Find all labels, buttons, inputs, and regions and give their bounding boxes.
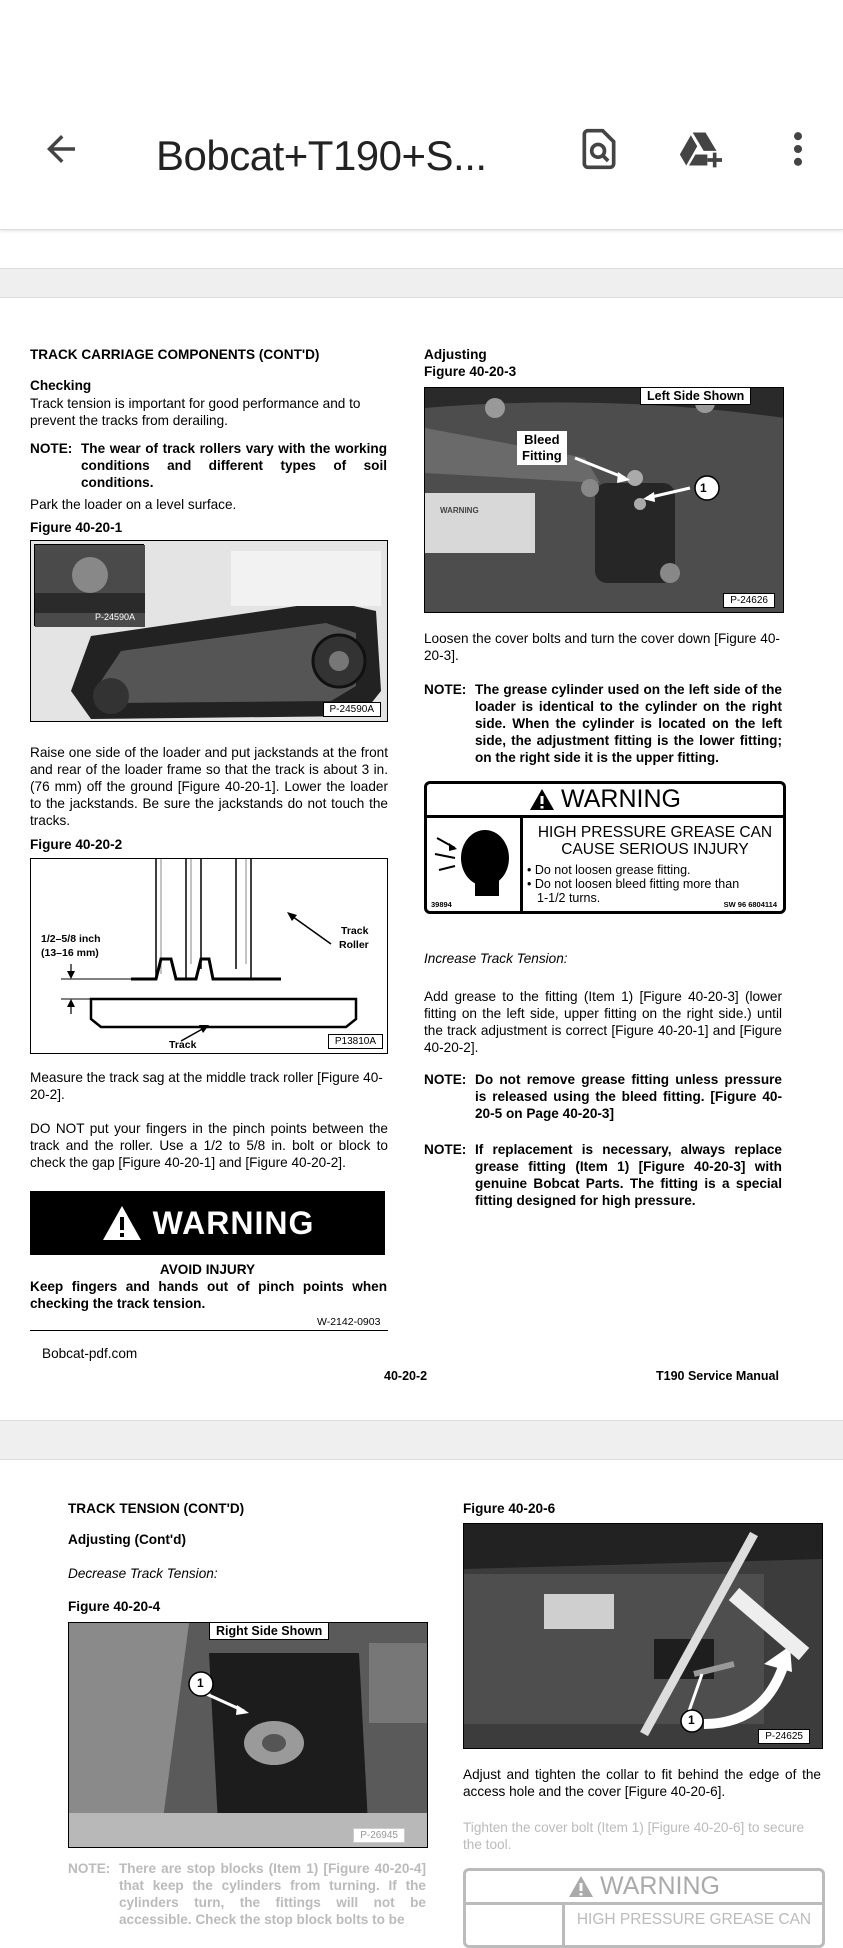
- warning-title: WARNING: [152, 1204, 315, 1241]
- warning-title: WARNING: [561, 785, 681, 813]
- item-callout: 1: [688, 1713, 695, 1727]
- paragraph: DO NOT put your fingers in the pinch points between the track and the roller. Use a 1/2 to 5/8 in. bolt or block to check the gap [Figure 40-20-1] and [Figure 40-20-2].: [30, 1121, 388, 1170]
- figure-tag: P-24625: [758, 1729, 810, 1744]
- subheading-increase: Increase Track Tension:: [424, 951, 568, 966]
- figure-40-20-1: [30, 540, 388, 722]
- figure-tag: P13810A: [328, 1034, 383, 1049]
- track-label: Track: [169, 1039, 197, 1051]
- find-in-page-icon[interactable]: [577, 127, 621, 171]
- subheading: Adjusting (Cont'd): [68, 1532, 186, 1547]
- inset-tag: P-24590A: [94, 612, 135, 622]
- note-text: The grease cylinder used on the left side of the loader is identical to the cylinder on the right side. When the cylinder is located on the left side, the adjustment fitting is the lower fitting; on the right side it is the upper fitting.: [475, 682, 782, 765]
- decal-code: SW 96 6804114: [723, 900, 777, 909]
- section-heading: TRACK CARRIAGE COMPONENTS (CONT'D): [30, 347, 320, 362]
- subheading-adjusting: Adjusting: [424, 347, 487, 362]
- pdf-page-1[interactable]: [0, 298, 843, 1420]
- figure-40-20-2: [30, 858, 388, 1054]
- subheading-checking: Checking: [30, 378, 92, 393]
- warning-triangle-icon: [101, 1204, 143, 1242]
- note-text: There are stop blocks (Item 1) [Figure 40-20-4] that keep the cylinders from turning. If the cylinders turn, the fittings will not be accessible. Check the stop block bolts to be: [119, 1861, 426, 1927]
- document-title: Bobcat+T190+S...: [156, 132, 487, 179]
- stop-block-photo: [69, 1623, 428, 1848]
- tool-collar-photo: [464, 1524, 823, 1749]
- warning-decal: [463, 1868, 825, 1948]
- dimension-metric: (13–16 mm): [41, 947, 99, 959]
- paragraph: Loosen the cover bolts and turn the cover down [Figure 40-20-3].: [424, 631, 780, 663]
- page-number: 40-20-2: [384, 1369, 428, 1383]
- warning-banner: [30, 1191, 385, 1255]
- figure-tag: P-24590A: [323, 702, 381, 717]
- page-gap: [0, 1420, 843, 1460]
- note-text: If replacement is necessary, always replace grease fitting (Item 1) [Figure 40-20-3] with genuine Bobcat Parts. The fitting is a special fitting designed for high pressure.: [475, 1142, 782, 1208]
- side-shown-label: Right Side Shown: [209, 1622, 329, 1640]
- warning-header: [466, 1871, 822, 1905]
- note-label: NOTE:: [30, 441, 73, 456]
- dimension-label: 1/2–5/8 inch: [41, 933, 101, 945]
- figure-label: Figure 40-20-1: [30, 520, 123, 535]
- warning-triangle-icon: [568, 1875, 594, 1898]
- warning-header: [427, 784, 783, 818]
- figure-label: Figure 40-20-3: [424, 364, 517, 379]
- track-roller-label-2: Roller: [339, 939, 369, 951]
- figure-label: Figure 40-20-6: [463, 1501, 556, 1516]
- figure-40-20-3: [424, 387, 784, 613]
- paragraph: Add grease to the fitting (Item 1) [Figure 40-20-3] (lower fitting on the left side, upper fitting on the right side.) until the track adjustment is correct [Figure 40-20-1] and [Figure 40-20-2].: [424, 989, 782, 1055]
- subheading-decrease: Decrease Track Tension:: [68, 1566, 218, 1581]
- decal-code: 39894: [431, 900, 452, 909]
- add-to-drive-icon[interactable]: [678, 127, 722, 171]
- figure-40-20-6: [463, 1523, 823, 1749]
- paragraph: Park the loader on a level surface.: [30, 497, 237, 512]
- warning-headline: HIGH PRESSURE GREASE CAN CAUSE SERIOUS INJURY: [537, 824, 773, 858]
- more-vert-icon[interactable]: [776, 127, 820, 171]
- decal-text: WARNING: [440, 506, 479, 515]
- side-shown-label: Left Side Shown: [640, 387, 751, 405]
- divider: [30, 1330, 388, 1331]
- warning-pictogram: [427, 818, 523, 911]
- paragraph: Track tension is important for good performance and to prevent the tracks from derailing.: [30, 396, 361, 428]
- paragraph: Tighten the cover bolt (Item 1) [Figure 40-20-6] to secure the tool.: [463, 1820, 805, 1852]
- head-injury-icon: [427, 818, 523, 898]
- app-bar: [0, 0, 843, 230]
- avoid-injury: AVOID INJURY: [159, 1262, 256, 1277]
- warning-triangle-icon: [529, 788, 555, 811]
- figure-label: Figure 40-20-2: [30, 837, 123, 852]
- figure-tag: P-26945: [353, 1828, 405, 1843]
- note-label: NOTE:: [424, 1142, 467, 1157]
- bleed-fitting-label: Bleed Fitting: [517, 431, 567, 465]
- paragraph: Measure the track sag at the middle track roller [Figure 40-20-2].: [30, 1070, 383, 1102]
- warning-code: W-2142-0903: [317, 1316, 381, 1328]
- section-heading: TRACK TENSION (CONT'D): [68, 1501, 245, 1516]
- pdf-page-2[interactable]: [0, 1460, 843, 1928]
- bleed-fitting-photo: [425, 388, 784, 613]
- source-link[interactable]: Bobcat-pdf.com: [42, 1346, 138, 1361]
- inset-photo: [34, 544, 144, 626]
- paragraph: Adjust and tighten the collar to fit behind the edge of the access hole and the cover [Figure 40-20-6].: [463, 1767, 821, 1799]
- warning-text: Keep fingers and hands out of pinch points when checking the track tension.: [30, 1279, 387, 1311]
- warning-bullets: • Do not loosen grease fitting. • Do not loosen bleed fitting more than 1-1/2 turns.: [527, 863, 740, 905]
- warning-title: WARNING: [600, 1872, 720, 1900]
- figure-tag: P-24626: [723, 593, 775, 608]
- figure-label: Figure 40-20-4: [68, 1599, 161, 1614]
- note-text: The wear of track rollers vary with the working conditions and different types of soil conditions.: [81, 441, 387, 490]
- paragraph: Raise one side of the loader and put jackstands at the front and rear of the loader frame so that the track is about 3 in. (76 mm) off the ground [Figure 40-20-1]. Lower the loader to the jackstands. Be sure the jackstands do not touch the tracks.: [30, 745, 388, 828]
- track-roller-label: Track: [341, 925, 369, 937]
- note-label: NOTE:: [424, 1072, 467, 1087]
- figure-40-20-4: [68, 1622, 428, 1848]
- item-callout: 1: [700, 481, 707, 495]
- warning-headline: HIGH PRESSURE GREASE CAN: [576, 1911, 812, 1928]
- warning-decal: [424, 781, 786, 914]
- manual-title: T190 Service Manual: [656, 1369, 779, 1383]
- arrow-back-icon[interactable]: [40, 128, 82, 170]
- item-callout: 1: [197, 1676, 204, 1690]
- note-label: NOTE:: [424, 682, 467, 697]
- note-label: NOTE:: [68, 1861, 111, 1876]
- page-gap: [0, 268, 843, 298]
- divider: [562, 1905, 565, 1945]
- note-text: Do not remove grease fitting unless pressure is released using the bleed fitting. [Figure 40-20-5 on Page 40-20-3]: [475, 1072, 782, 1121]
